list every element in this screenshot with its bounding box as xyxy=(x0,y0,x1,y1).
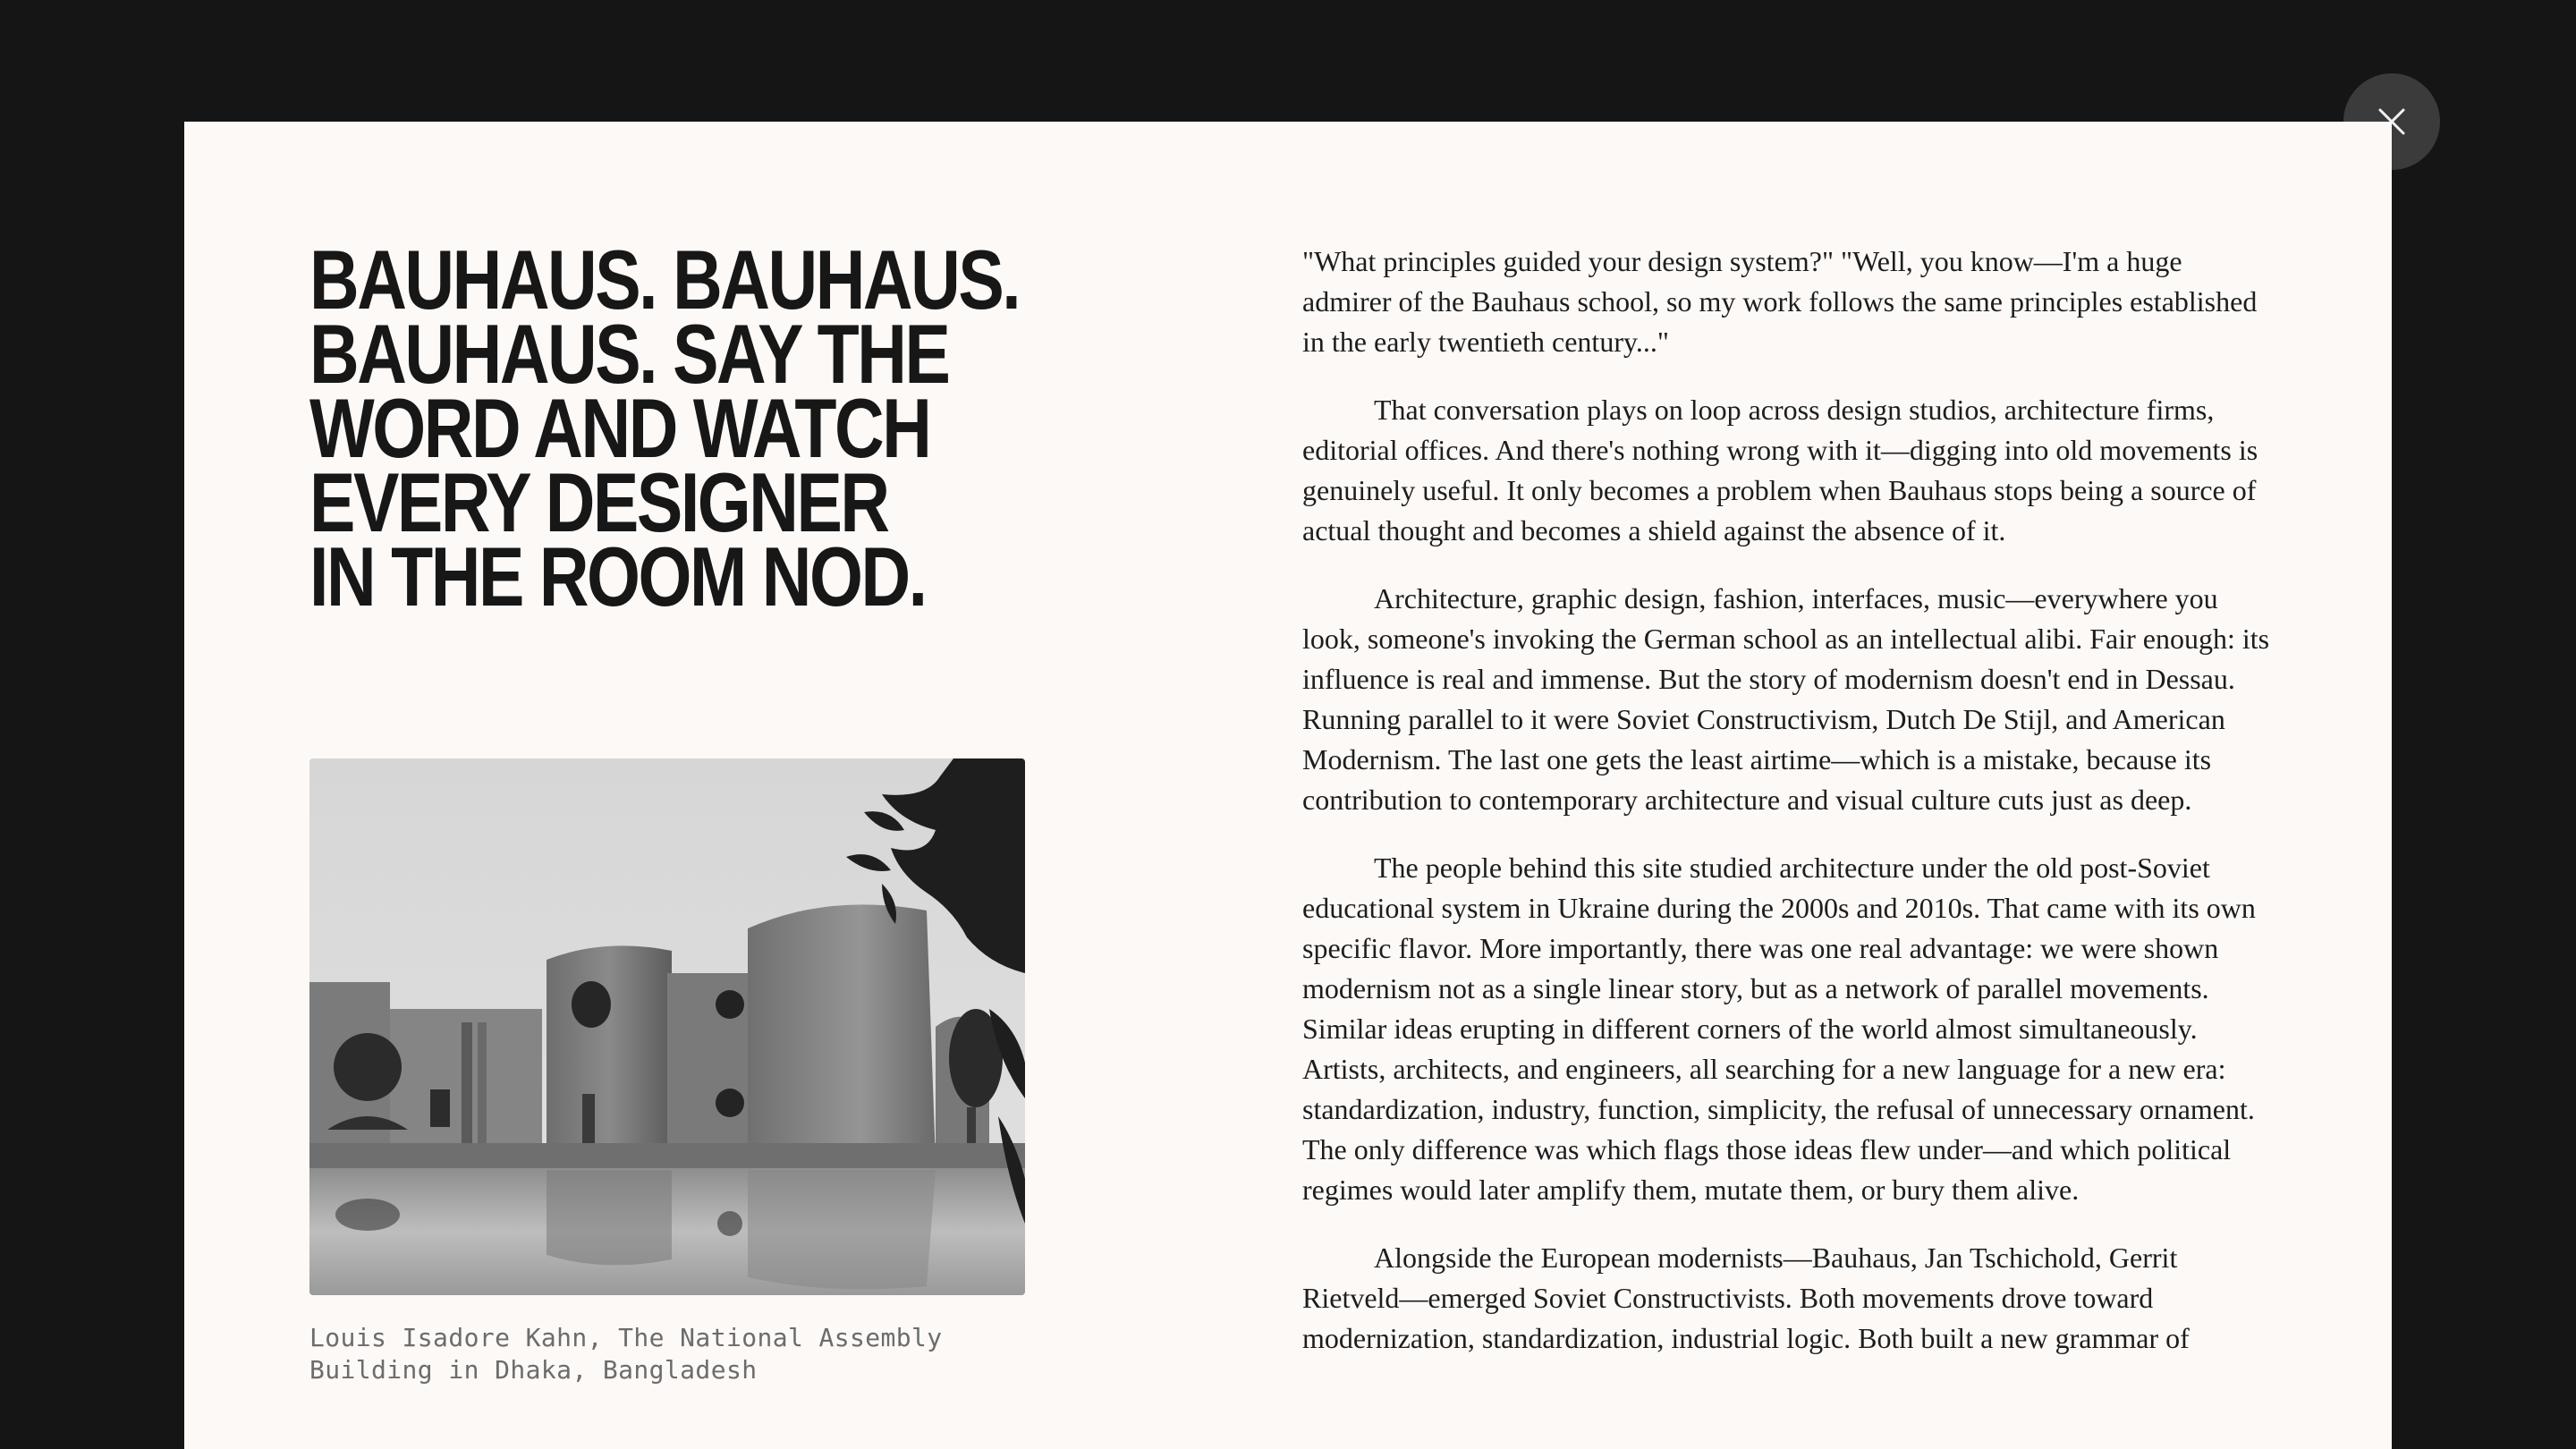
article-paragraph: That conversation plays on loop across design studios, architecture firms, editorial offices. And there's nothing wrong with it—digging into old movements is genuinely useful. It only becomes a problem when Bauhaus stops being a source of actual thought and becomes a shield against the absence of it. xyxy=(1302,394,2258,547)
article-paragraph: Alongside the European modernists—Bauhaus, Jan Tschichold, Gerrit Rietveld—emerged Soviet Constructivists. Both movements drove toward modernization, standardization, industrial logic. Both built a new grammar of xyxy=(1302,1241,2190,1354)
article-paragraph: Architecture, graphic design, fashion, interfaces, music—everywhere you look, someone's invoking the German school as an intellectual alibi. Fair enough: its influence is real and immense. But the story of modernism doesn't end in Dessau. Running parallel to it were Soviet Constructivism, Dutch De Stijl, and American Modernism. The last one gets the least airtime—which is a mistake, because its contribution to contemporary architecture and visual culture cuts just as deep. xyxy=(1302,582,2270,816)
article-paragraph: "What principles guided your design system?" "Well, you know—I'm a huge admirer of the Bauhaus school, so my work follows the same principles established in the early twentieth century..." xyxy=(1302,245,2258,358)
headline-line: BAUHAUS. SAY THE xyxy=(309,307,949,401)
article-body xyxy=(1302,242,2277,1386)
page-title xyxy=(309,233,1020,623)
building-photo xyxy=(309,758,1025,1295)
article-modal xyxy=(184,122,2392,1449)
figure xyxy=(309,758,1025,1386)
figure-caption: Louis Isadore Kahn, The National Assembly Building in Dhaka, Bangladesh xyxy=(309,1323,943,1385)
headline-line: EVERY DESIGNER xyxy=(309,455,888,549)
article-paragraph: The people behind this site studied architecture under the old post-Soviet educational system in Ukraine during the 2000s and 2010s. That came with its own specific flavor. More importantly, there was one real advantage: we were shown modernism not as a single linear story, but as a network of parallel movements. Similar ideas erupting in different corners of the world almost simultaneously. Artists, architects, and engineers, all searching for a new language for a new era: standardization, industry, function, simplicity, the refusal of unnecessary ornament. The only difference was which flags those ideas flew under—and which political regimes would later amplify them, mutate them, or bury them alive. xyxy=(1302,852,2256,1206)
headline-line: BAUHAUS. BAUHAUS. xyxy=(309,233,1020,326)
headline-line: WORD AND WATCH xyxy=(309,381,930,475)
headline-column xyxy=(309,233,1114,623)
headline-line: IN THE ROOM NOD. xyxy=(309,530,926,623)
